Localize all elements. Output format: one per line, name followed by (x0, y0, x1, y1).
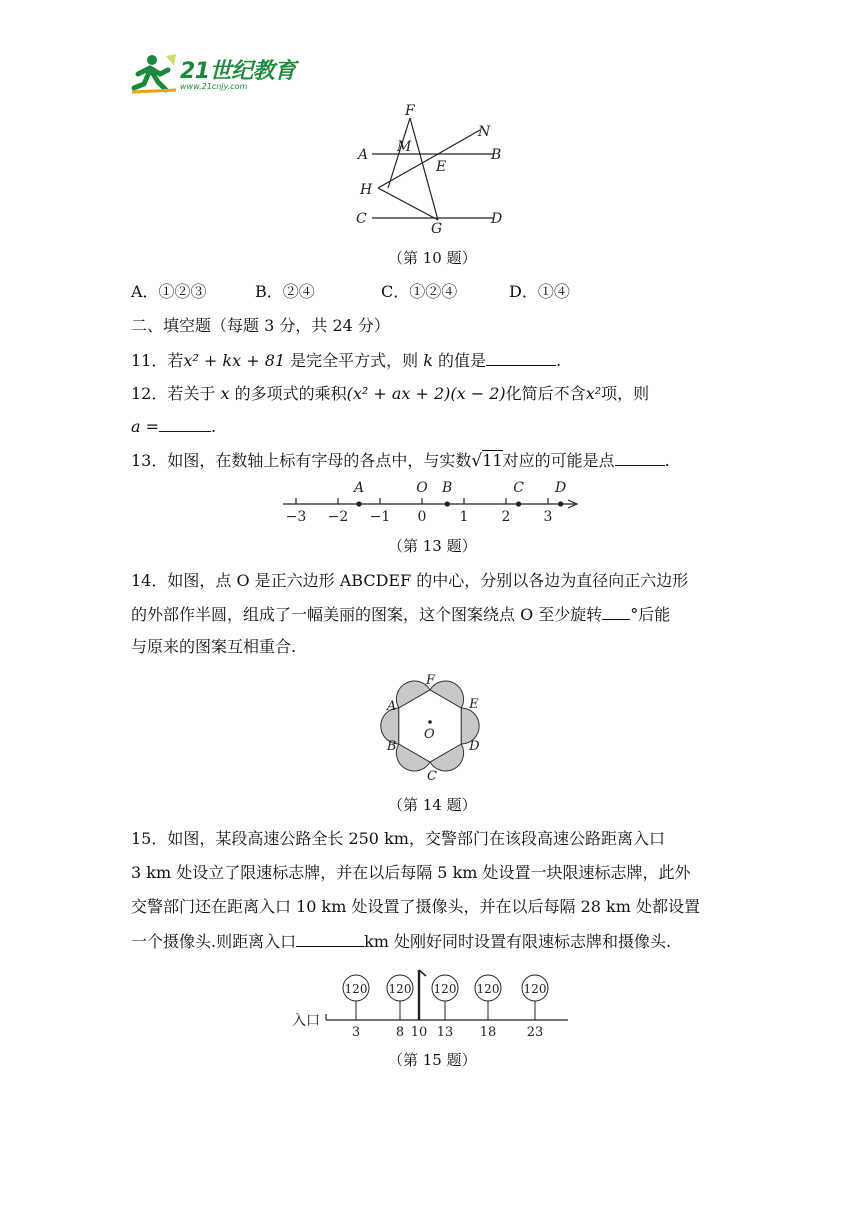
question-15-line3: 交警部门还在距离入口 10 km 处设置了摄像头，并在以后每隔 28 km 处都设置 (131, 897, 700, 916)
point-label: B (442, 480, 453, 496)
question-11: 11．若x² + kx + 81 是完全平方式，则 k 的值是 . (131, 351, 562, 370)
km-label: 3 (351, 1025, 361, 1040)
km-label: 18 (479, 1025, 497, 1040)
question-14-line1: 14．如图，点 O 是正六边形 ABCDEF 的中心，分别以各边为直径向正六边形 (131, 571, 689, 590)
logo-name: 21世纪教育 (180, 59, 296, 84)
speed-sign-label: 120 (344, 982, 368, 996)
speed-sign-label: 120 (388, 982, 412, 996)
tick-label: −1 (369, 509, 391, 525)
label-A: A (358, 147, 369, 163)
question-15-line4: 一个摄像头.则距离入口 km 处刚好同时设置有限速标志牌和摄像头. (131, 932, 672, 951)
point-C (516, 501, 521, 506)
question-12: 12．若关于 x 的多项式的乘积(x² + ax + 2)(x − 2)化简后不含x²项，则 (131, 384, 650, 403)
figure-10 (350, 100, 520, 235)
tick-label: 2 (501, 509, 511, 525)
caption-10: （第 10 题） (388, 249, 477, 267)
answer-blank-11[interactable] (486, 349, 556, 366)
answer-blank-12[interactable] (159, 415, 211, 432)
question-13: 13．如图，在数轴上标有字母的各点中，与实数√11对应的可能是点 . (131, 451, 670, 471)
label-E: E (436, 159, 447, 175)
label-F: F (426, 673, 436, 688)
label-B: B (491, 147, 502, 163)
point-B (445, 501, 450, 506)
tick-label: −2 (327, 509, 349, 525)
label-C: C (356, 211, 367, 227)
number-line-13 (275, 474, 585, 526)
point-label: C (513, 480, 524, 496)
tick-label: −3 (285, 509, 307, 525)
answer-blank-15[interactable] (296, 930, 364, 947)
label-N: N (478, 124, 491, 140)
speed-sign-label: 120 (523, 982, 547, 996)
question-14-line3: 与原来的图案互相重合. (131, 637, 297, 656)
label-D: D (491, 211, 503, 227)
question-15-line2: 3 km 处设立了限速标志牌，并在以后每隔 5 km 处设置一块限速标志牌，此外 (131, 863, 691, 882)
point-label: A (353, 480, 365, 496)
question-14-line2: 的外部作半圆，组成了一幅美丽的图案，这个图案绕点 O 至少旋转 °后能 (131, 605, 671, 624)
label-B: B (386, 739, 397, 754)
tick-label: 3 (543, 509, 553, 525)
section-title: 二、填空题（每题 3 分，共 24 分） (131, 316, 390, 335)
center-point (428, 720, 432, 724)
caption-13: （第 13 题） (388, 537, 477, 555)
figure-15-highway (290, 966, 575, 1042)
label-D: D (469, 739, 480, 754)
entrance-label: 入口 (292, 1013, 320, 1029)
label-E: E (469, 697, 479, 712)
runner-logo-icon (130, 52, 180, 96)
answer-blank-13[interactable] (615, 449, 665, 466)
point-D (558, 501, 563, 506)
option-c: C．①②④ (381, 282, 458, 301)
caption-15: （第 15 题） (388, 1051, 477, 1069)
option-b: B．②④ (255, 282, 315, 301)
question-15-line1: 15．如图，某段高速公路全长 250 km，交警部门在该段高速公路距离入口 (131, 829, 665, 848)
tick-label: 0 (417, 509, 427, 525)
sqrt-icon: √ (471, 451, 483, 471)
label-M: M (397, 139, 412, 155)
label-A: A (386, 699, 397, 714)
speed-sign-label: 120 (476, 982, 500, 996)
logo-url: www.21cnjy.com (180, 82, 248, 91)
figure-14-hexagon (370, 666, 490, 786)
question-12-line2: a = . (131, 417, 217, 436)
label-F: F (405, 103, 415, 119)
option-a: A．①②③ (131, 282, 207, 301)
point-A (356, 501, 361, 506)
km-label: 23 (526, 1025, 544, 1040)
point-label: D (554, 480, 567, 496)
point-label: O (416, 480, 428, 496)
km-label: 8 (395, 1025, 405, 1040)
answer-blank-14[interactable] (602, 603, 630, 620)
option-d: D．①④ (509, 282, 570, 301)
speed-sign-label: 120 (433, 982, 457, 996)
tick-label: 1 (459, 509, 469, 525)
km-label: 13 (436, 1025, 454, 1040)
label-G: G (431, 221, 443, 235)
logo (130, 52, 300, 96)
label-H: H (360, 182, 373, 198)
caption-14: （第 14 题） (388, 796, 477, 814)
options-10 (131, 281, 570, 303)
km-label: 10 (410, 1025, 428, 1040)
label-C: C (427, 769, 437, 784)
label-O: O (424, 727, 435, 742)
